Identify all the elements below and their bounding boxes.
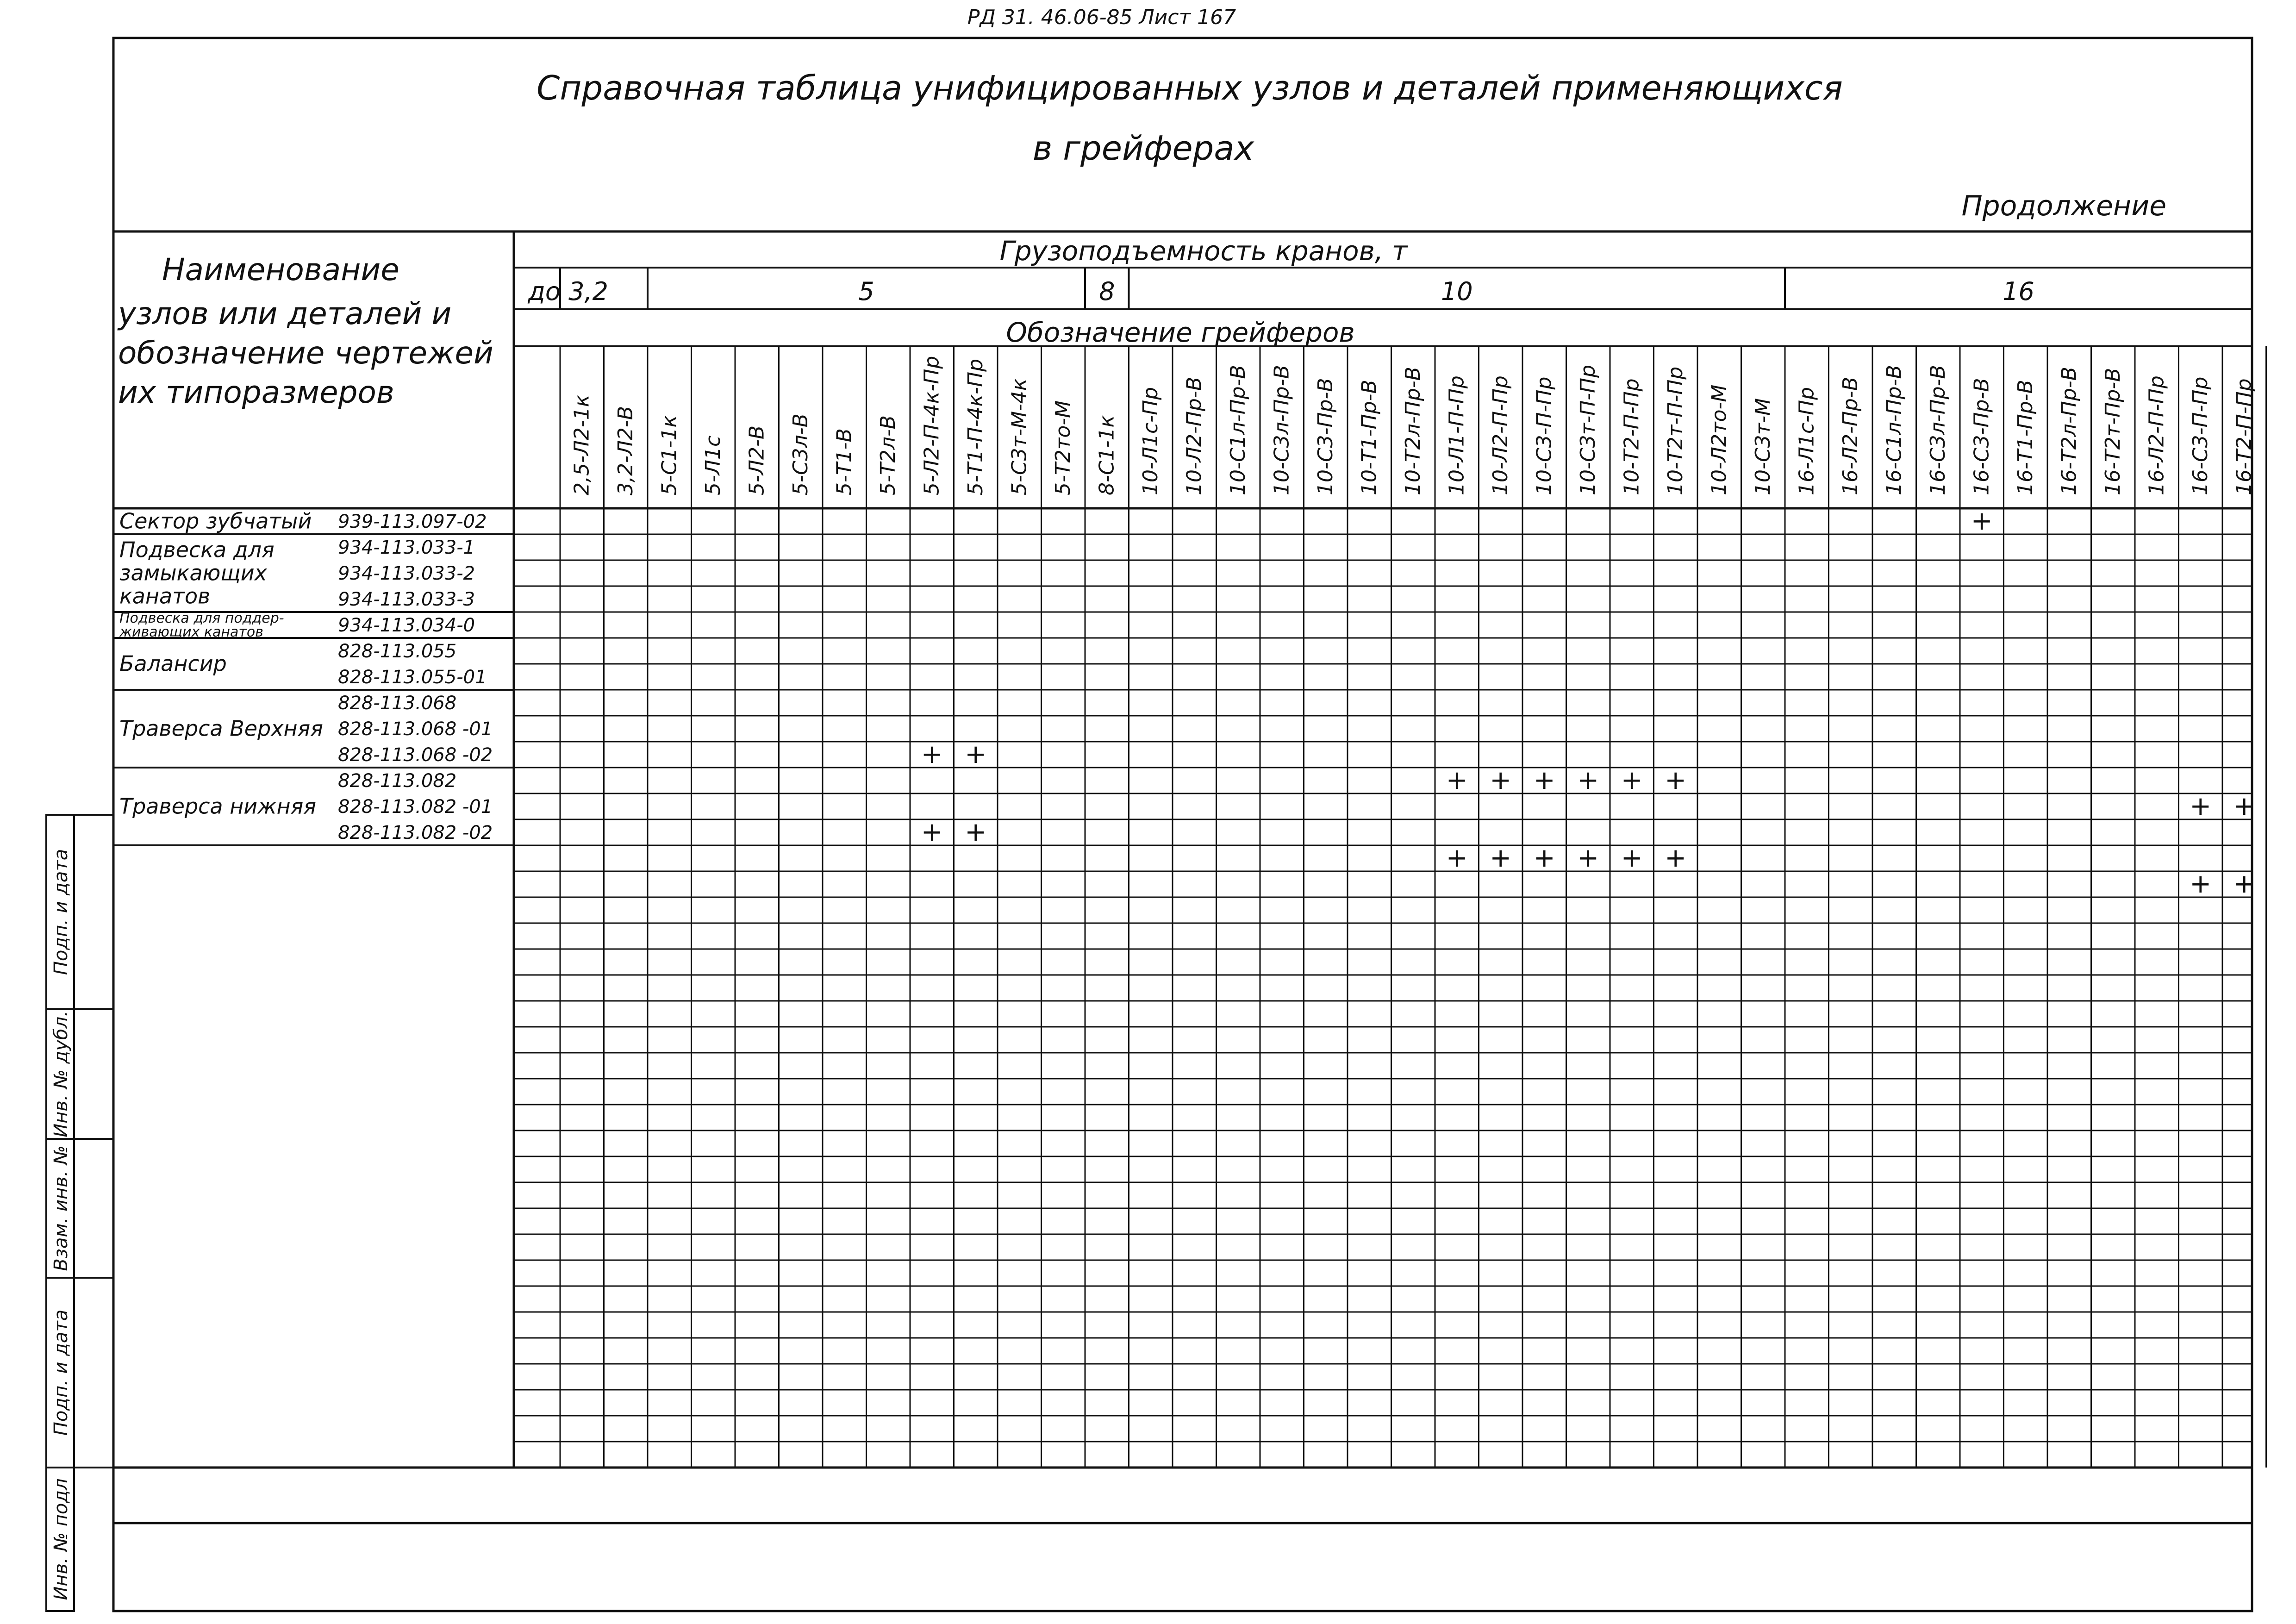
plus-mark: + xyxy=(1446,765,1468,795)
drawing-code: 934-113.033-3 xyxy=(338,589,475,610)
drawing-code: 828-113.068 -01 xyxy=(338,718,493,740)
name-column-header xyxy=(117,252,493,410)
column-header: 10-Л2-Пр-В xyxy=(1182,377,1206,495)
column-header: 10-Т2-П-Пр xyxy=(1620,378,1644,495)
drawing-code: 828-113.055-01 xyxy=(338,667,487,688)
plus-mark: + xyxy=(2233,869,2255,899)
plus-mark: + xyxy=(2190,791,2212,821)
plus-mark: + xyxy=(965,739,987,769)
column-header: 16-С1л-Пр-В xyxy=(1882,365,1906,495)
drawing-code: 828-113.082 -02 xyxy=(338,822,493,843)
column-header: 16-С3л-Пр-В xyxy=(1926,365,1950,495)
row-name: Подвеска для поддер- xyxy=(119,610,284,626)
column-header: 5-С3т-М-4к xyxy=(1007,378,1031,495)
capacity-group-label: до 3,2 xyxy=(528,277,608,306)
column-header: 5-Т1-П-4к-Пр xyxy=(963,358,987,495)
plus-mark: + xyxy=(1665,765,1687,795)
plus-mark: + xyxy=(1621,843,1643,873)
column-header: 3,2-Л2-В xyxy=(613,406,637,495)
plus-mark: + xyxy=(1577,765,1599,795)
column-header: 5-С3л-В xyxy=(788,413,812,495)
capacity-group-headers xyxy=(528,235,2034,348)
column-header: 16-Л2-П-Пр xyxy=(2145,375,2169,495)
column-header: 10-С1л-Пр-В xyxy=(1226,365,1250,495)
capacity-header: Грузоподъемность кранов, т xyxy=(999,235,1408,267)
plus-mark: + xyxy=(921,739,943,769)
column-header: 10-Л1с-Пр xyxy=(1138,387,1162,495)
plus-mark: + xyxy=(1490,843,1512,873)
column-header: 16-Т1-Пр-В xyxy=(2013,380,2037,495)
capacity-group-label: 8 xyxy=(1099,277,1115,306)
column-header: 10-С3т-М xyxy=(1751,398,1775,495)
drawing-code: 828-113.055 xyxy=(338,641,457,662)
drawing-code: 828-113.068 xyxy=(338,693,457,714)
column-header: 5-С1-1к xyxy=(657,415,681,495)
row-name: Сектор зубчатый xyxy=(119,508,312,534)
column-header: 16-Л1с-Пр xyxy=(1795,387,1819,495)
row-name: Траверса нижняя xyxy=(119,793,317,819)
column-header: 10-Л1-П-Пр xyxy=(1445,375,1469,495)
plus-mark: + xyxy=(1577,843,1599,873)
plus-marks xyxy=(921,506,2255,899)
name-header-line: обозначение чертежей xyxy=(118,335,493,371)
column-header: 16-Л2-Пр-В xyxy=(1838,377,1862,495)
document-reference: РД 31. 46.06-85 Лист 167 xyxy=(967,6,1236,29)
row-name: Балансир xyxy=(119,651,227,676)
stamp-label: Инв. № дубл. xyxy=(50,1011,72,1137)
plus-mark: + xyxy=(1446,843,1468,873)
drawing-code: 828-113.068 -02 xyxy=(338,744,493,766)
capacity-group-label: 5 xyxy=(858,277,874,306)
column-header: 8-С1-1к xyxy=(1095,415,1119,495)
page-title-line1: Справочная таблица унифицированных узлов и деталей применяющихся xyxy=(537,69,1843,107)
column-header: 2,5-Л2-1к xyxy=(570,394,594,495)
column-header: 10-С3-П-Пр xyxy=(1532,376,1556,495)
column-header: 16-С3-П-Пр xyxy=(2188,376,2212,495)
plus-mark: + xyxy=(1490,765,1512,795)
column-header: 10-Л2то-М xyxy=(1707,384,1731,495)
column-header: 16-Т2л-Пр-В xyxy=(2057,367,2081,495)
plus-mark: + xyxy=(921,817,943,847)
stamp-label: Взам. инв. № xyxy=(50,1145,72,1271)
plus-mark: + xyxy=(965,817,987,847)
column-header: 10-С3л-Пр-В xyxy=(1270,365,1294,495)
name-header-line: их типоразмеров xyxy=(118,375,394,410)
column-header: 5-Л1с xyxy=(701,435,725,495)
column-header: 16-Т2т-Пр-В xyxy=(2101,368,2125,495)
row-name: канатов xyxy=(119,583,211,609)
designation-header: Обозначение грейферов xyxy=(1006,317,1355,348)
column-header: 10-Т1-Пр-В xyxy=(1357,380,1381,495)
page-title-line2: в грейферах xyxy=(1032,129,1254,168)
name-header-line: Наименование xyxy=(162,252,399,287)
side-stamp-block xyxy=(46,815,113,1611)
drawing-code: 934-113.034-0 xyxy=(338,615,475,636)
row-name: Траверса Верхняя xyxy=(119,716,323,741)
capacity-group-label: 16 xyxy=(2003,277,2034,306)
plus-mark: + xyxy=(1533,765,1555,795)
column-header: 16-Т2-П-Пр xyxy=(2232,378,2256,495)
stamp-label: Подп. и дата xyxy=(50,1309,72,1436)
stamp-label: Подп. и дата xyxy=(50,849,72,975)
name-header-line: узлов или деталей и xyxy=(118,296,452,331)
row-labels xyxy=(119,508,493,843)
plus-mark: + xyxy=(1971,506,1993,536)
capacity-group-label: 10 xyxy=(1441,277,1473,306)
row-name: живающих канатов xyxy=(119,624,263,640)
column-header: 16-С3-Пр-В xyxy=(1970,378,1994,495)
column-header: 5-Т2то-М xyxy=(1051,400,1075,495)
plus-mark: + xyxy=(1533,843,1555,873)
column-header: 10-С3-Пр-В xyxy=(1313,378,1337,495)
row-name: Подвеска для xyxy=(119,537,275,562)
stamp-label: Инв. № подл xyxy=(50,1478,72,1600)
drawing-code: 934-113.033-2 xyxy=(338,563,475,584)
drawing-code: 934-113.033-1 xyxy=(338,537,475,558)
column-header: 5-Л2-В xyxy=(745,425,769,495)
plus-mark: + xyxy=(2233,791,2255,821)
column-header: 10-Л2-П-Пр xyxy=(1488,375,1512,495)
continuation-label: Продолжение xyxy=(1961,190,2166,222)
plus-mark: + xyxy=(2190,869,2212,899)
column-header: 5-Т1-В xyxy=(832,428,856,495)
drawing-code: 828-113.082 xyxy=(338,770,457,792)
column-header: 5-Л2-П-4к-Пр xyxy=(920,356,944,495)
drawing-code: 939-113.097-02 xyxy=(338,511,487,532)
row-name: замыкающих xyxy=(119,560,267,586)
plus-mark: + xyxy=(1665,843,1687,873)
column-header: 5-Т2л-В xyxy=(876,415,900,495)
column-header: 10-Т2л-Пр-В xyxy=(1401,367,1425,495)
plus-mark: + xyxy=(1621,765,1643,795)
column-header: 10-Т2т-П-Пр xyxy=(1663,366,1687,495)
column-header: 10-С3т-П-Пр xyxy=(1576,364,1600,495)
drawing-code: 828-113.082 -01 xyxy=(338,796,493,818)
